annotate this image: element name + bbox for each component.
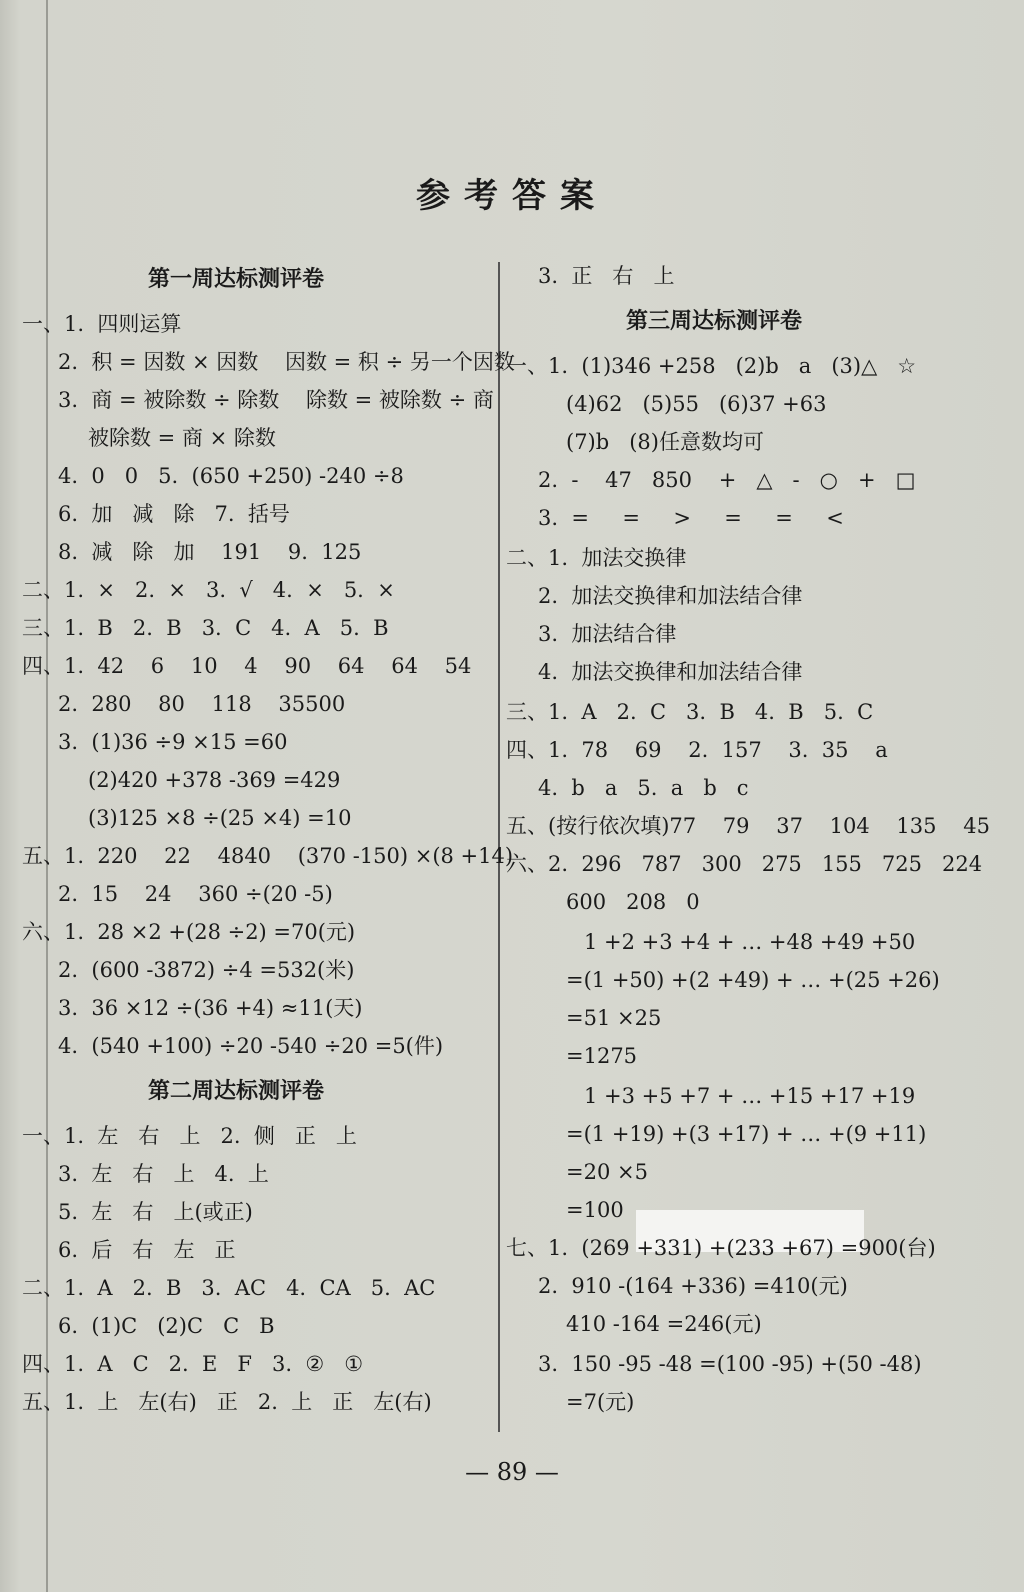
answer-line: 2. (600 -3872) ÷4 =532(米) [58,958,355,982]
answer-line: (4)62 (5)55 (6)37 +63 [566,392,827,416]
answer-line: 2. 910 -(164 +336) =410(元) [538,1274,848,1298]
answer-line: 3. (1)36 ÷9 ×15 =60 [58,730,288,754]
answer-line: 3. 36 ×12 ÷(36 +4) ≈11(天) [58,996,363,1020]
answer-line: 2. 280 80 118 35500 [58,692,346,716]
answer-line: 二、1. A 2. B 3. AC 4. CA 5. AC [22,1276,436,1300]
answer-line: 2. - 47 850 + △ - ○ + □ [538,468,916,492]
section-heading-week3: 第三周达标测评卷 [626,309,803,334]
answer-line: 1 +2 +3 +4 + … +48 +49 +50 [584,930,916,954]
answer-line: 4. (540 +100) ÷20 -540 ÷20 =5(件) [58,1034,444,1058]
answer-line: 3. = = > = = < [538,506,844,530]
answer-line: 2. 15 24 360 ÷(20 -5) [58,882,333,906]
answer-line: 五、1. 上 左(右) 正 2. 上 正 左(右) [22,1390,432,1414]
answer-line: 6. 后 右 左 正 [58,1238,236,1262]
answer-line: 4. 0 0 5. (650 +250) -240 ÷8 [58,464,404,488]
answer-line: 3. 150 -95 -48 =(100 -95) +(50 -48) [538,1352,922,1376]
answer-line: (3)125 ×8 ÷(25 ×4) =10 [88,806,352,830]
answer-line: 6. 加 减 除 7. 括号 [58,502,290,526]
answer-line: (7)b (8)任意数均可 [566,430,764,454]
answer-line: =7(元) [566,1390,635,1414]
answer-line: =(1 +19) +(3 +17) + … +(9 +11) [566,1122,927,1146]
answer-line: =20 ×5 [566,1160,648,1184]
answer-line: 5. 左 右 上(或正) [58,1200,253,1224]
section-heading-week1: 第一周达标测评卷 [148,267,325,292]
answer-line: 四、1. 78 69 2. 157 3. 35 a [506,738,888,762]
answer-line: 6. (1)C (2)C C B [58,1314,275,1338]
answer-line: 8. 减 除 加 191 9. 125 [58,540,362,564]
answer-line: 五、(按行依次填)77 79 37 104 135 45 [506,814,990,838]
answer-line: 410 -164 =246(元) [566,1312,762,1336]
answer-line: 一、1. (1)346 +258 (2)b a (3)△ ☆ [506,354,917,378]
answer-line: 3. 正 右 上 [538,264,675,288]
answer-line: 一、1. 左 右 上 2. 侧 正 上 [22,1124,357,1148]
answer-line: 600 208 0 [566,890,700,914]
answer-line: =100 [566,1198,624,1222]
answer-line: 4. 加法交换律和加法结合律 [538,660,803,684]
answer-line: 二、1. 加法交换律 [506,546,687,570]
page-number: — 89 — [465,1458,559,1486]
answer-line: 三、1. B 2. B 3. C 4. A 5. B [22,616,389,640]
answer-line: 1 +3 +5 +7 + … +15 +17 +19 [584,1084,916,1108]
answer-line: 四、1. 42 6 10 4 90 64 64 54 [22,654,472,678]
page-title: 参考答案 [416,176,608,216]
answer-line: =1275 [566,1044,638,1068]
answer-line: 3. 加法结合律 [538,622,677,646]
answer-line: 六、1. 28 ×2 +(28 ÷2) =70(元) [22,920,356,944]
answer-line: 三、1. A 2. C 3. B 4. B 5. C [506,700,874,724]
answer-line: 七、1. (269 +331) +(233 +67) =900(台) [506,1236,936,1260]
section-heading-week2: 第二周达标测评卷 [148,1079,325,1104]
answer-line: 四、1. A C 2. E F 3. ② ① [22,1352,364,1376]
answer-line: 3. 左 右 上 4. 上 [58,1162,269,1186]
answer-line: =(1 +50) +(2 +49) + … +(25 +26) [566,968,940,992]
answer-line: 一、1. 四则运算 [22,312,182,336]
answer-line: 3. 商 = 被除数 ÷ 除数 除数 = 被除数 ÷ 商 [58,388,494,412]
answer-line: 六、2. 296 787 300 275 155 725 224 [506,852,983,876]
answer-line: 被除数 = 商 × 除数 [88,426,276,450]
answer-line: 五、1. 220 22 4840 (370 -150) ×(8 +14) [22,844,514,868]
answer-line: 2. 积 = 因数 × 因数 因数 = 积 ÷ 另一个因数 [58,350,515,374]
answer-line: 二、1. × 2. × 3. √ 4. × 5. × [22,578,395,602]
answer-line: 4. b a 5. a b c [538,776,749,800]
answer-line: =51 ×25 [566,1006,662,1030]
answer-line: 2. 加法交换律和加法结合律 [538,584,803,608]
answer-line: (2)420 +378 -369 =429 [88,768,341,792]
